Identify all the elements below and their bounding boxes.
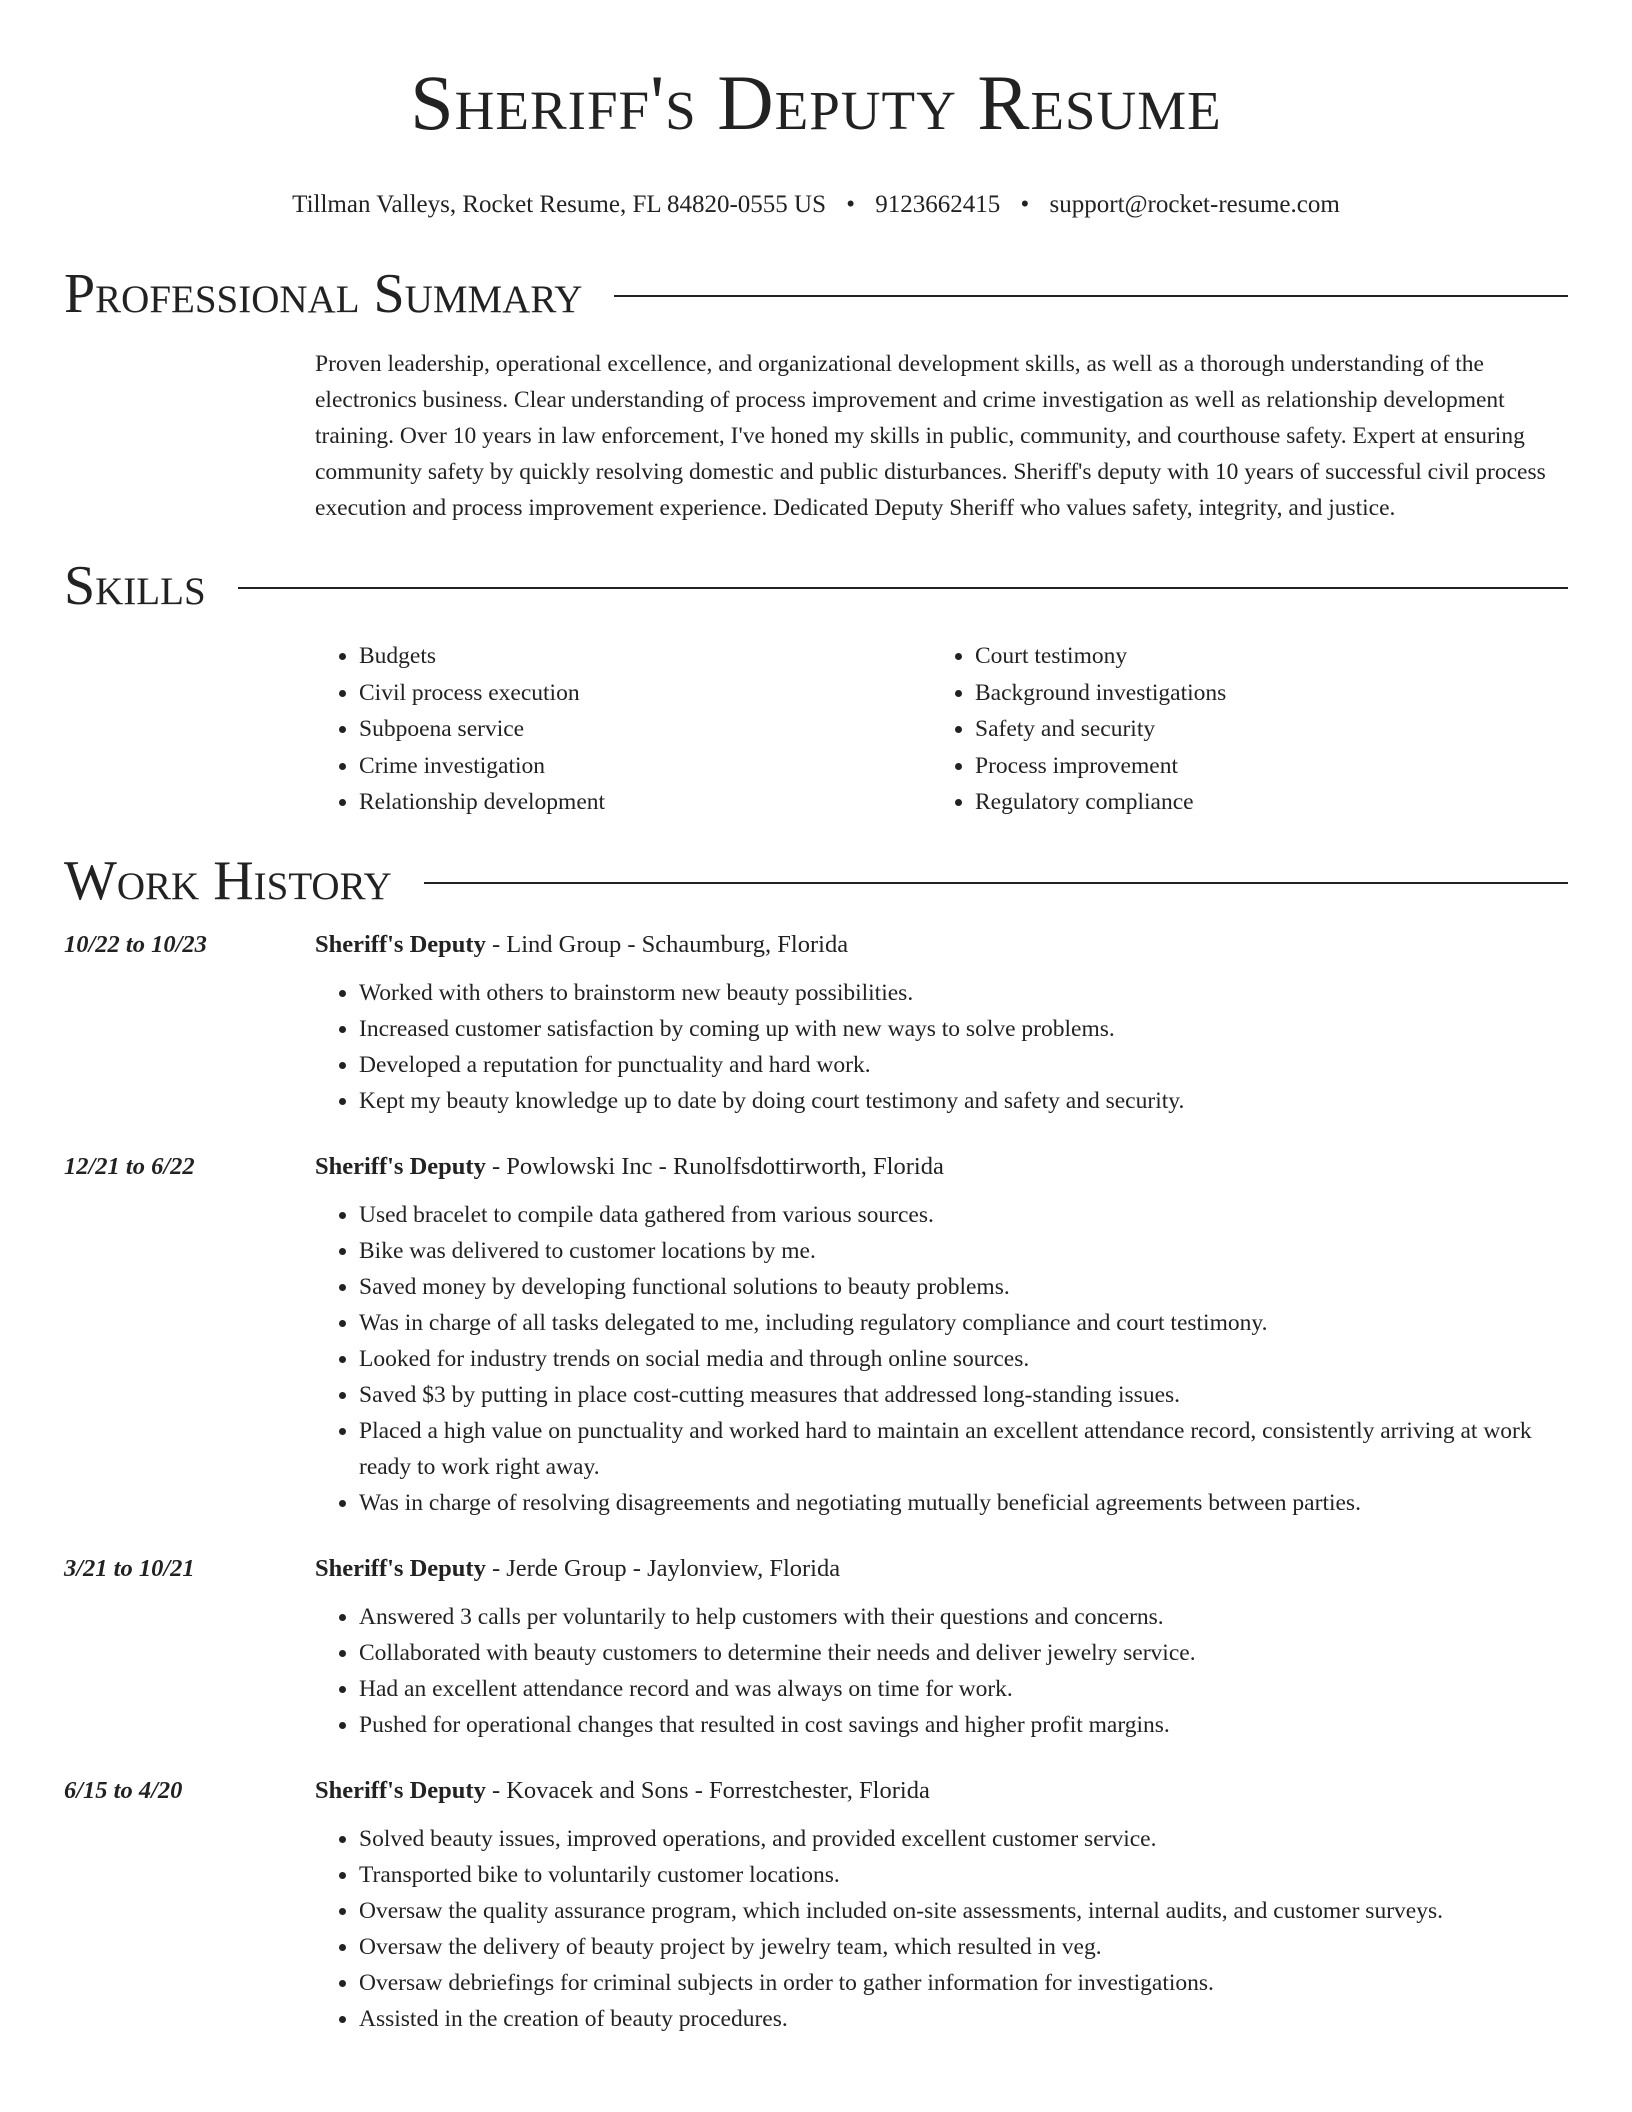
skill-item: • Civil process execution	[359, 675, 931, 712]
job-title-line	[315, 927, 1568, 963]
job-bullet: • Pushed for operational changes that resulted in cost savings and higher profit margins.	[359, 1707, 1568, 1743]
job-bullet: • Bike was delivered to customer locations by me.	[359, 1233, 1568, 1269]
job-bullet: • Transported bike to voluntarily customer locations.	[359, 1857, 1568, 1893]
job-title-line	[315, 1551, 1568, 1587]
job-entry	[64, 1773, 1568, 2037]
contact-separator: •	[846, 191, 855, 218]
job-dates: 6/15 to 4/20	[64, 1776, 183, 1804]
job-bullet: • Developed a reputation for punctuality and hard work.	[359, 1047, 1568, 1083]
job-body	[315, 927, 1568, 1119]
work-section-header	[64, 849, 1568, 913]
job-bullet: • Looked for industry trends on social media and through online sources.	[359, 1341, 1568, 1377]
section-divider	[424, 882, 1568, 884]
job-title-line	[315, 1149, 1568, 1185]
job-bullet: • Answered 3 calls per voluntarily to help customers with their questions and concerns.	[359, 1599, 1568, 1635]
skills-section-header	[64, 554, 1568, 618]
job-title-line	[315, 1773, 1568, 1809]
job-bullets	[315, 1599, 1568, 1743]
job-dates: 10/22 to 10/23	[64, 930, 207, 958]
skills-list-right	[931, 638, 1547, 821]
job-employer: - Kovacek and Sons - Forrestchester, Florida	[485, 1776, 930, 1804]
summary-heading: Professional Summary	[64, 263, 583, 325]
job-entry	[64, 1551, 1568, 1743]
job-bullet: • Increased customer satisfaction by coming up with new ways to solve problems.	[359, 1011, 1568, 1047]
skills-list-left	[315, 638, 931, 821]
skill-item: • Process improvement	[975, 748, 1547, 785]
job-bullet: • Saved money by developing functional solutions to beauty problems.	[359, 1269, 1568, 1305]
skill-item: • Budgets	[359, 638, 931, 675]
contact-line	[64, 188, 1568, 222]
skill-item: • Relationship development	[359, 784, 931, 821]
summary-text: Proven leadership, operational excellence, and organizational development skills, as well as a thorough understanding of the electronics business. Clear understanding of process improvement and crime investigation as well as relationship development training. Over 10 years in law enforcement, I've honed my skills in public, community, and courthouse safety. Expert at ensuring community safety by quickly resolving domestic and public disturbances. Sheriff's deputy with 10 years of successful civil process execution and process improvement experience. Dedicated Deputy Sheriff who values safety, integrity, and justice.	[315, 351, 1546, 521]
section-divider	[238, 587, 1568, 589]
job-bullet: • Saved $3 by putting in place cost-cutting measures that addressed long-standing issues.	[359, 1377, 1568, 1413]
job-bullet: • Worked with others to brainstorm new beauty possibilities.	[359, 975, 1568, 1011]
work-heading: Work History	[64, 849, 392, 912]
job-bullet: • Was in charge of all tasks delegated to me, including regulatory compliance and court testimony.	[359, 1305, 1568, 1341]
skill-item: • Background investigations	[975, 675, 1547, 712]
skill-item: • Safety and security	[975, 711, 1547, 748]
job-body	[315, 1773, 1568, 2037]
job-bullet: • Placed a high value on punctuality and worked hard to maintain an excellent attendance record, consistently arriving at work ready to work right away.	[359, 1413, 1568, 1485]
resume-title: Sheriff's Deputy Resume	[410, 59, 1222, 146]
job-bullets	[315, 975, 1568, 1119]
skills-grid	[315, 638, 1568, 821]
job-role: Sheriff's Deputy	[315, 1554, 486, 1582]
job-dates: 3/21 to 10/21	[64, 1554, 195, 1582]
skill-item: • Regulatory compliance	[975, 784, 1547, 821]
summary-section-header	[64, 262, 1568, 326]
job-bullet: • Oversaw the delivery of beauty project by jewelry team, which resulted in veg.	[359, 1929, 1568, 1965]
contact-address: Tillman Valleys, Rocket Resume, FL 84820-0555 US	[292, 191, 826, 218]
job-employer: - Powlowski Inc - Runolfsdottirworth, Florida	[485, 1152, 944, 1180]
job-bullet: • Oversaw debriefings for criminal subjects in order to gather information for investigations.	[359, 1965, 1568, 2001]
contact-phone: 9123662415	[875, 191, 1001, 218]
job-entry	[64, 1149, 1568, 1521]
job-employer: - Lind Group - Schaumburg, Florida	[485, 930, 849, 958]
job-body	[315, 1149, 1568, 1521]
job-bullet: • Solved beauty issues, improved operations, and provided excellent customer service.	[359, 1821, 1568, 1857]
job-body	[315, 1551, 1568, 1743]
skill-item: • Court testimony	[975, 638, 1547, 675]
job-bullets	[315, 1197, 1568, 1521]
skill-item: • Crime investigation	[359, 748, 931, 785]
contact-separator: •	[1020, 191, 1030, 218]
job-bullet: • Used bracelet to compile data gathered from various sources.	[359, 1197, 1568, 1233]
job-bullet: • Had an excellent attendance record and was always on time for work.	[359, 1671, 1568, 1707]
job-employer: - Jerde Group - Jaylonview, Florida	[485, 1554, 841, 1582]
job-dates: 12/21 to 6/22	[64, 1152, 195, 1180]
job-bullet: • Collaborated with beauty customers to determine their needs and deliver jewelry service.	[359, 1635, 1568, 1671]
job-entry	[64, 927, 1568, 1119]
skills-heading: Skills	[64, 555, 206, 617]
job-bullet: • Was in charge of resolving disagreements and negotiating mutually beneficial agreements between parties.	[359, 1485, 1568, 1521]
contact-email: support@rocket-resume.com	[1049, 191, 1340, 218]
section-divider	[614, 295, 1568, 297]
skill-item: • Subpoena service	[359, 711, 931, 748]
job-role: Sheriff's Deputy	[315, 930, 486, 958]
job-bullets	[315, 1821, 1568, 2037]
job-bullet: • Assisted in the creation of beauty procedures.	[359, 2001, 1568, 2037]
job-bullet: • Kept my beauty knowledge up to date by doing court testimony and safety and security.	[359, 1083, 1568, 1119]
job-role: Sheriff's Deputy	[315, 1152, 486, 1180]
job-bullet: • Oversaw the quality assurance program, which included on-site assessments, internal audits, and customer surveys.	[359, 1893, 1568, 1929]
job-role: Sheriff's Deputy	[315, 1776, 486, 1804]
